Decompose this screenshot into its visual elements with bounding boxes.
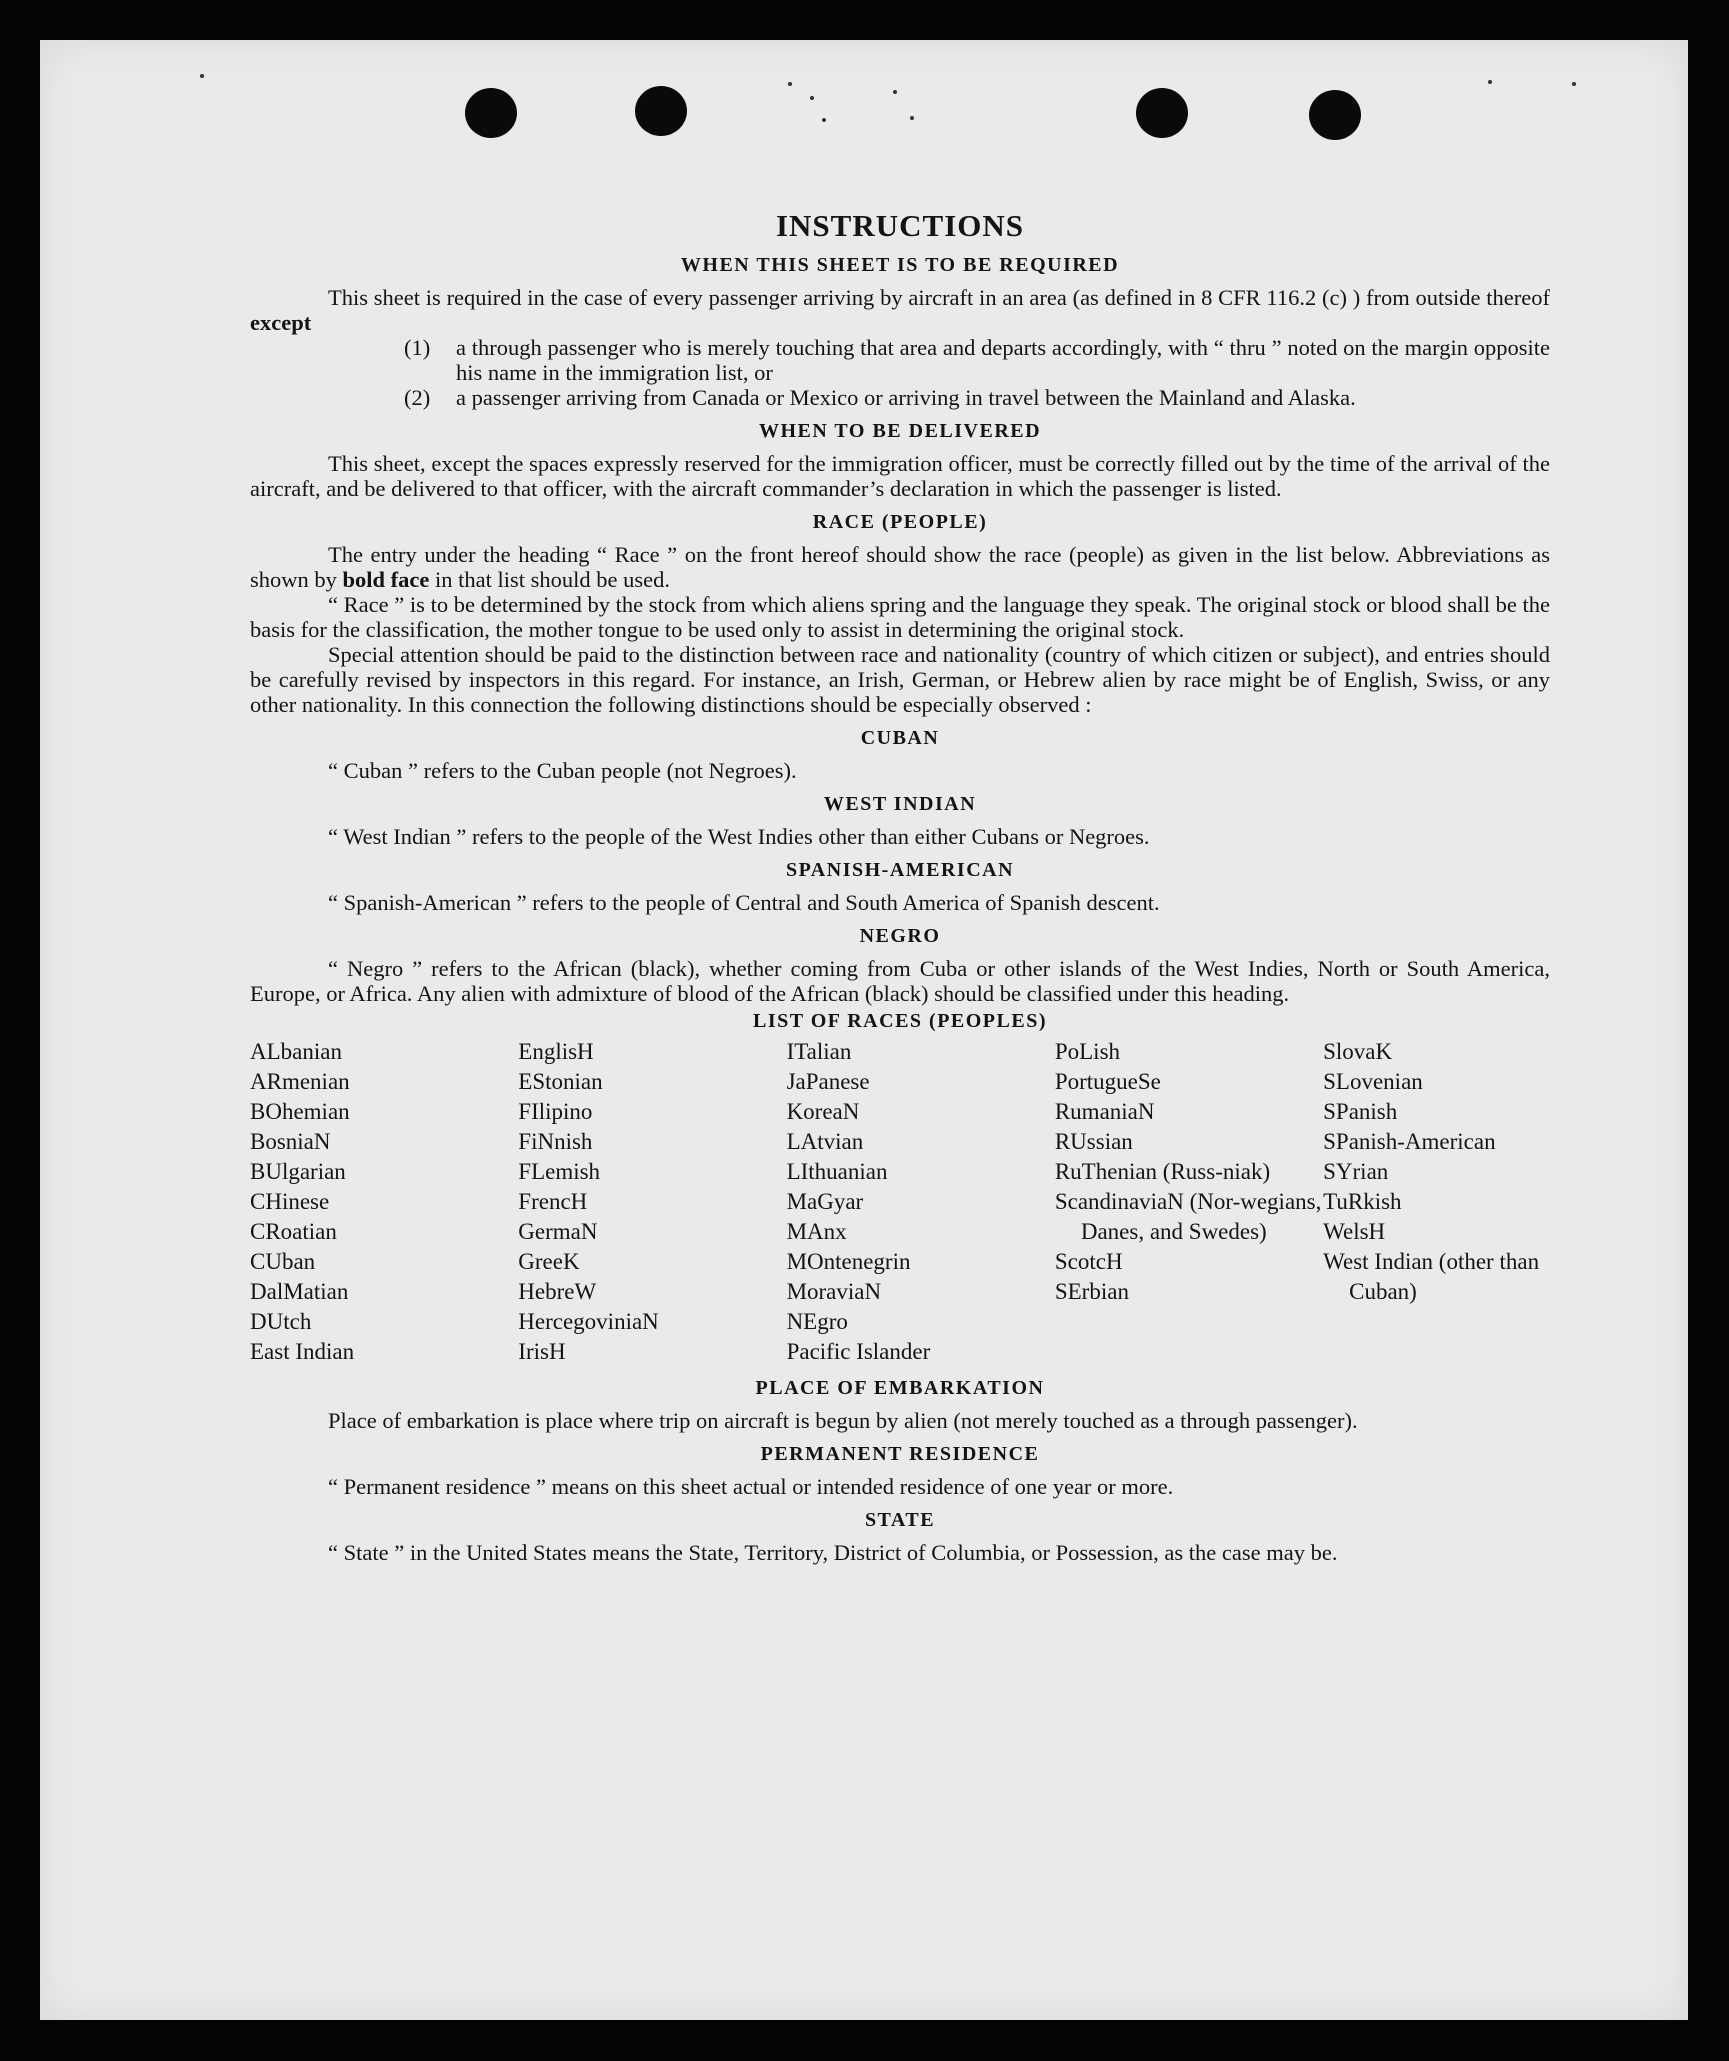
list-item: [404, 335, 1550, 385]
race-entry: BosniaN: [250, 1129, 331, 1154]
paragraph: Special attention should be paid to the distinction between race and nationality (country of which citizen or subject), and entries should be carefully revised by inspectors in this regard. For instance, an Irish, German, or Hebrew alien by race might be of English, Swiss, or any other nationality. In this connection the following distinctions should be especially observed :: [250, 642, 1550, 717]
race-entry: MaGyar: [786, 1189, 864, 1214]
race-entry: FrencH: [518, 1189, 588, 1214]
race-column: [787, 1037, 1055, 1367]
section-heading: PERMANENT RESIDENCE: [760, 1443, 1040, 1465]
race-entry: MOntenegrin: [786, 1249, 911, 1274]
race-entry: MoraviaN: [786, 1279, 882, 1304]
race-entry: SPanish-American: [1323, 1129, 1496, 1154]
paragraph: “ State ” in the United States means the State, Territory, District of Columbia, or Possession, as the case may be.: [328, 1540, 1338, 1565]
race-entry: RuThenian (Russ-niak): [1054, 1159, 1271, 1184]
paragraph: This sheet, except the spaces expressly reserved for the immigration officer, must be correctly filled out by the time of the arrival of the aircraft, and be delivered to that officer, with the aircraft commander’s declaration in which the passenger is listed.: [250, 451, 1550, 501]
race-entry: ScotcH: [1054, 1249, 1123, 1274]
dust-speck: [1572, 82, 1576, 86]
race-entry: East Indian: [250, 1339, 355, 1364]
document-page: [40, 40, 1688, 2020]
dust-speck: [893, 90, 897, 94]
paragraph: The entry under the heading “ Race ” on the front hereof should show the race (people) as given in the list below. Abbreviations as shown by bold face in that list should be used.: [250, 542, 1550, 592]
paragraph: “ Race ” is to be determined by the stock from which aliens spring and the language they speak. The original stock or blood shall be the basis for the classification, the mother tongue to be used only to assist in determining the original stock.: [250, 592, 1550, 642]
race-entry: RUssian: [1054, 1129, 1133, 1154]
race-entry: ITalian: [786, 1039, 852, 1064]
section-heading: CUBAN: [860, 727, 940, 749]
race-entry: DalMatian: [250, 1279, 349, 1304]
paragraph: “ Spanish-American ” refers to the people of Central and South America of Spanish descent.: [328, 890, 1160, 915]
race-entry: LIthuanian: [786, 1159, 888, 1184]
list-item: [404, 385, 1550, 410]
race-list: [250, 1037, 1550, 1367]
paragraph: “ Negro ” refers to the African (black), whether coming from Cuba or other islands of the West Indies, North or South America, Europe, or Africa. Any alien with admixture of blood of the African (black) should be classified under this heading.: [250, 956, 1550, 1006]
race-entry: FiNnish: [518, 1129, 593, 1154]
punch-hole: [635, 86, 687, 136]
paragraph: “ West Indian ” refers to the people of the West Indies other than either Cubans or Negroes.: [328, 824, 1150, 849]
item-text: a through passenger who is merely touching that area and departs accordingly, with “ thru ” noted on the margin opposite his name in the immigration list, or: [456, 335, 1550, 385]
race-entry: SLovenian: [1323, 1069, 1423, 1094]
race-entry: EnglisH: [518, 1039, 594, 1064]
item-number: (2): [404, 385, 431, 410]
race-column: [1323, 1037, 1550, 1367]
dust-speck: [200, 74, 204, 78]
race-entry: DUtch: [250, 1309, 312, 1334]
race-entry: CRoatian: [250, 1219, 337, 1244]
item-text: a passenger arriving from Canada or Mexico or arriving in travel between the Mainland and Alaska.: [456, 385, 1356, 410]
race-column: [1055, 1037, 1323, 1367]
section-heading: WHEN TO BE DELIVERED: [758, 420, 1042, 442]
race-entry: PoLish: [1054, 1039, 1121, 1064]
race-entry: BUlgarian: [250, 1159, 346, 1184]
paragraph: Place of embarkation is place where trip on aircraft is begun by alien (not merely touched as a through passenger).: [328, 1408, 1358, 1433]
race-entry: Pacific Islander: [786, 1339, 931, 1364]
item-number: (1): [404, 335, 431, 360]
race-column: [250, 1037, 518, 1367]
punch-hole: [465, 88, 517, 138]
race-entry: ScandinaviaN (Nor-wegians, Danes, and Swedes): [1054, 1189, 1322, 1244]
paragraph: This sheet is required in the case of every passenger arriving by aircraft in an area (as defined in 8 CFR 116.2 (c) ) from outside thereof except: [250, 285, 1550, 335]
dust-speck: [910, 116, 914, 120]
section-heading: SPANISH-AMERICAN: [785, 859, 1015, 881]
dust-speck: [810, 96, 814, 100]
race-column: [518, 1037, 786, 1367]
race-entry: JaPanese: [786, 1069, 870, 1094]
section-heading: PLACE OF EMBARKATION: [755, 1377, 1045, 1399]
race-entry: WelsH: [1323, 1219, 1386, 1244]
document-title: INSTRUCTIONS: [775, 208, 1024, 243]
section-heading: LIST OF RACES (PEOPLES): [752, 1010, 1047, 1032]
paragraph: “ Cuban ” refers to the Cuban people (not Negroes).: [328, 758, 797, 783]
race-entry: LAtvian: [786, 1129, 864, 1154]
punch-hole: [1136, 88, 1188, 138]
instructions-body: [250, 200, 1550, 1565]
race-entry: KoreaN: [786, 1099, 860, 1124]
race-entry: EStonian: [518, 1069, 603, 1094]
race-entry: ALbanian: [250, 1039, 342, 1064]
race-entry: ARmenian: [250, 1069, 350, 1094]
punch-hole: [1309, 90, 1361, 140]
race-entry: SlovaK: [1323, 1039, 1393, 1064]
race-entry: IrisH: [518, 1339, 566, 1364]
race-entry: CHinese: [250, 1189, 330, 1214]
section-heading: WEST INDIAN: [823, 793, 977, 815]
race-entry: West Indian (other than Cuban): [1323, 1249, 1540, 1304]
paragraph: “ Permanent residence ” means on this sheet actual or intended residence of one year or more.: [328, 1474, 1174, 1499]
race-entry: GermaN: [518, 1219, 598, 1244]
race-entry: CUban: [250, 1249, 316, 1274]
race-entry: GreeK: [518, 1249, 580, 1274]
section-heading: RACE (PEOPLE): [812, 511, 988, 533]
race-entry: PortugueSe: [1054, 1069, 1161, 1094]
section-heading: NEGRO: [859, 925, 941, 947]
section-heading: STATE: [864, 1509, 936, 1531]
dust-speck: [788, 82, 792, 86]
race-entry: NEgro: [786, 1309, 848, 1334]
section-heading: WHEN THIS SHEET IS TO BE REQUIRED: [680, 254, 1120, 276]
race-entry: HebreW: [518, 1279, 597, 1304]
race-entry: HercegoviniaN: [518, 1309, 659, 1334]
race-entry: BOhemian: [250, 1099, 350, 1124]
race-entry: RumaniaN: [1054, 1099, 1155, 1124]
race-entry: SYrian: [1323, 1159, 1389, 1184]
race-entry: TuRkish: [1323, 1189, 1402, 1214]
dust-speck: [822, 118, 826, 122]
race-entry: FIlipino: [518, 1099, 593, 1124]
dust-speck: [1488, 80, 1492, 84]
race-entry: MAnx: [786, 1219, 847, 1244]
race-entry: SPanish: [1323, 1099, 1398, 1124]
race-entry: SErbian: [1054, 1279, 1129, 1304]
race-entry: FLemish: [518, 1159, 601, 1184]
